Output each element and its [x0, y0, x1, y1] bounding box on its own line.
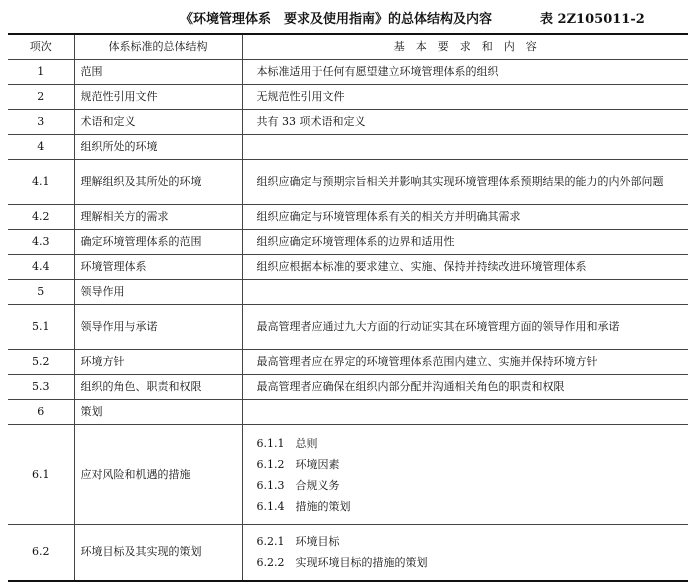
row-num: 5.2 — [8, 350, 74, 375]
table-header-row — [8, 34, 688, 60]
row-num: 6.1 — [8, 425, 74, 525]
structure-table — [8, 33, 688, 582]
row-num: 4.3 — [8, 230, 74, 255]
row-structure: 应对风险和机遇的措施 — [74, 425, 242, 525]
row-content: 组织应确定环境管理体系的边界和适用性 — [242, 230, 688, 255]
row-num: 1 — [8, 60, 74, 85]
table-row — [8, 160, 688, 205]
table-title: 《环境管理体系 要求及使用指南》的总体结构及内容 — [180, 12, 493, 27]
row-structure: 理解相关方的需求 — [74, 205, 242, 230]
row-structure: 环境管理体系 — [74, 255, 242, 280]
table-row — [8, 525, 688, 581]
table-row — [8, 135, 688, 160]
row-content: 最高管理者应确保在组织内部分配并沟通相关角色的职责和权限 — [242, 375, 688, 400]
table-row — [8, 400, 688, 425]
row-num: 5 — [8, 280, 74, 305]
row-content — [242, 280, 688, 305]
row-num: 5.3 — [8, 375, 74, 400]
table-row — [8, 205, 688, 230]
row-num: 6 — [8, 400, 74, 425]
column-header-num: 项次 — [8, 34, 74, 60]
table-row — [8, 230, 688, 255]
row-num: 4.2 — [8, 205, 74, 230]
row-content: 组织应确定与预期宗旨相关并影响其实现环境管理体系预期结果的能力的内外部问题 — [242, 160, 688, 205]
row-num: 6.2 — [8, 525, 74, 581]
row-num: 4.1 — [8, 160, 74, 205]
row-content: 组织应根据本标准的要求建立、实施、保持并持续改进环境管理体系 — [242, 255, 688, 280]
row-num: 4.4 — [8, 255, 74, 280]
sub-item: 6.1.3 合规义务 — [256, 478, 340, 492]
row-structure: 理解组织及其所处的环境 — [74, 160, 242, 205]
row-structure: 领导作用与承诺 — [74, 305, 242, 350]
row-content: 共有 33 项术语和定义 — [242, 110, 688, 135]
row-content: 本标准适用于任何有愿望建立环境管理体系的组织 — [242, 60, 688, 85]
table-row — [8, 60, 688, 85]
row-content: 最高管理者应在界定的环境管理体系范围内建立、实施并保持环境方针 — [242, 350, 688, 375]
row-content: 最高管理者应通过九大方面的行动证实其在环境管理方面的领导作用和承诺 — [242, 305, 688, 350]
sub-item: 6.1.4 措施的策划 — [256, 499, 351, 513]
row-content — [242, 400, 688, 425]
table-row — [8, 350, 688, 375]
table-row — [8, 425, 688, 525]
row-structure: 组织的角色、职责和权限 — [74, 375, 242, 400]
row-num: 4 — [8, 135, 74, 160]
table-row — [8, 85, 688, 110]
row-num: 2 — [8, 85, 74, 110]
row-content — [242, 425, 688, 525]
row-num: 3 — [8, 110, 74, 135]
table-row — [8, 305, 688, 350]
column-header-content: 基 本 要 求 和 内 容 — [242, 34, 688, 60]
row-structure: 策划 — [74, 400, 242, 425]
table-row — [8, 375, 688, 400]
row-structure: 领导作用 — [74, 280, 242, 305]
table-row — [8, 280, 688, 305]
row-content — [242, 135, 688, 160]
sub-item: 6.1.1 总则 — [256, 436, 318, 450]
row-structure: 规范性引用文件 — [74, 85, 242, 110]
row-structure: 术语和定义 — [74, 110, 242, 135]
table-code: 表 2Z105011-2 — [540, 12, 645, 27]
table-row — [8, 110, 688, 135]
table-row — [8, 255, 688, 280]
row-content: 无规范性引用文件 — [242, 85, 688, 110]
row-num: 5.1 — [8, 305, 74, 350]
column-header-structure: 体系标准的总体结构 — [74, 34, 242, 60]
row-structure: 环境方针 — [74, 350, 242, 375]
row-content — [242, 525, 688, 581]
table-title-bar — [0, 0, 695, 30]
row-structure: 范围 — [74, 60, 242, 85]
sub-item: 6.2.1 环境目标 — [256, 535, 340, 549]
sub-item: 6.1.2 环境因素 — [256, 457, 340, 471]
sub-item: 6.2.2 实现环境目标的措施的策划 — [256, 556, 428, 570]
row-content: 组织应确定与环境管理体系有关的相关方并明确其需求 — [242, 205, 688, 230]
row-structure: 确定环境管理体系的范围 — [74, 230, 242, 255]
row-structure: 组织所处的环境 — [74, 135, 242, 160]
row-structure: 环境目标及其实现的策划 — [74, 525, 242, 581]
